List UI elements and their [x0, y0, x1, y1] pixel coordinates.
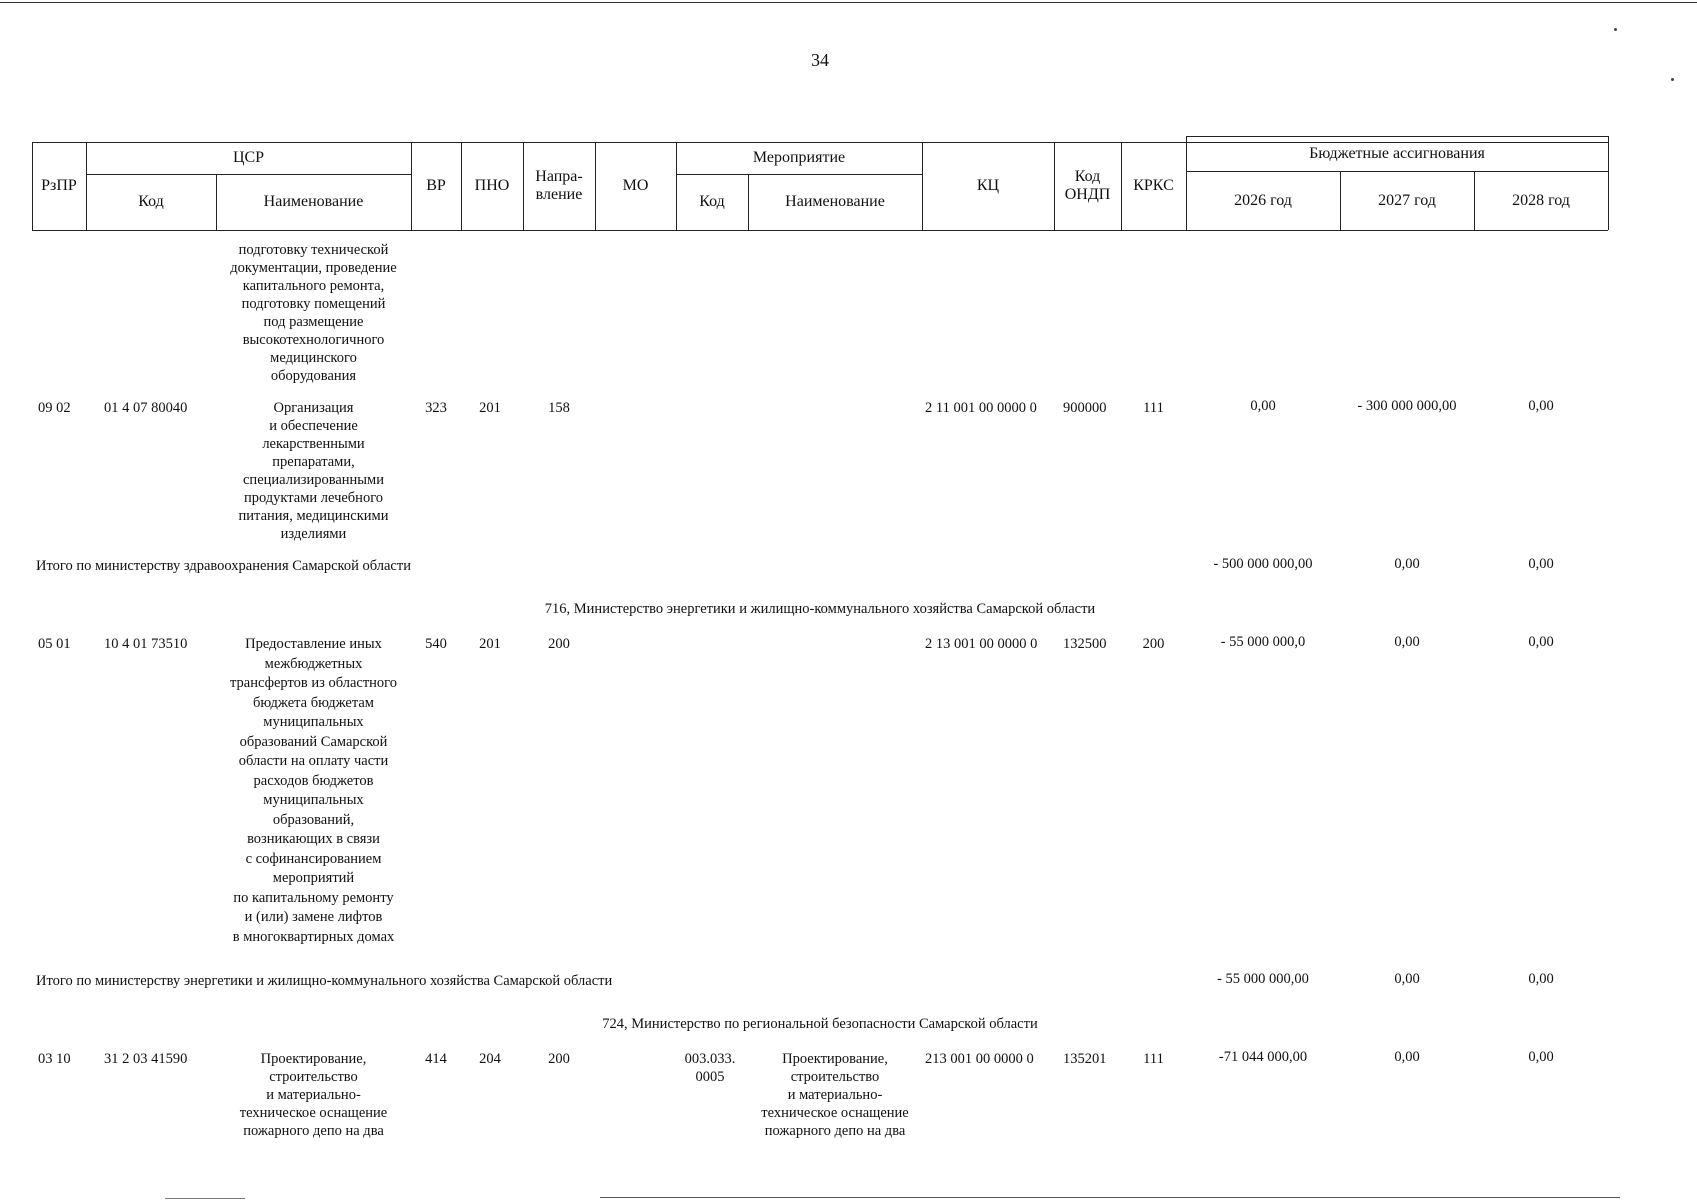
row-kc: 213 001 00 0000 0 [925, 1051, 1034, 1067]
header-2027: 2027 год [1378, 191, 1436, 209]
header-direction: Напра- вление [535, 168, 583, 203]
row-krks: 111 [1143, 400, 1164, 416]
header-krks: КРКС [1133, 177, 1174, 194]
scan-speck [1671, 78, 1674, 81]
row-krks: 111 [1143, 1051, 1164, 1067]
total-2026: - 500 000 000,00 [1213, 556, 1313, 572]
row-ondp: 132500 [1063, 636, 1107, 652]
row-direction: 200 [548, 636, 570, 652]
row-vr: 323 [425, 400, 447, 416]
row-2027: - 300 000 000,00 [1357, 398, 1457, 414]
row-2028: 0,00 [1528, 1049, 1554, 1065]
section-heading: 724, Министерство по региональной безопасности Самарской области [602, 1016, 1038, 1032]
header-2028: 2028 год [1512, 191, 1570, 209]
row-2027: 0,00 [1394, 1049, 1420, 1065]
row-pno: 204 [479, 1051, 501, 1067]
row-rzpr: 05 01 [38, 636, 71, 652]
row-name: Организация и обеспечение лекарственными препаратами, специализированными продуктами лечебного питания, медицинскими изделиями [238, 400, 389, 542]
row-2026: - 55 000 000,0 [1220, 634, 1306, 650]
total-2026: - 55 000 000,00 [1217, 971, 1309, 987]
header-event-code: Код [699, 193, 725, 210]
row-vr: 540 [425, 636, 447, 652]
row-name: Предоставление иных межбюджетных трансфертов из областного бюджета бюджетам муниципальных образований Самарской области на оплату части расходов бюджетов муниципальных образований, возникающих в связи с софинансированием мероприятий по капитальному ремонту и (или) замене лифтов в многоквартирных домах [230, 636, 397, 945]
header-rzpr: РзПР [41, 177, 77, 194]
total-2027: 0,00 [1394, 971, 1420, 987]
carryover-name: подготовку технической документации, проведение капитального ремонта, подготовку помещений под размещение высокотехнологичного медицинского оборудования [230, 242, 397, 384]
row-csr-code: 31 2 03 41590 [104, 1051, 188, 1067]
header-vr: ВР [426, 177, 446, 194]
header-ondp: Код ОНДП [1064, 168, 1111, 203]
row-rzpr: 03 10 [38, 1051, 71, 1067]
bottom-rule-fragment [165, 1198, 245, 1199]
header-event-name: Наименование [785, 193, 885, 210]
bottom-rule [600, 1197, 1620, 1198]
scan-speck [1614, 28, 1617, 31]
row-pno: 201 [479, 400, 501, 416]
row-ondp: 135201 [1063, 1051, 1107, 1067]
total-label: Итого по министерству энергетики и жилищно-коммунального хозяйства Самарской области [36, 973, 613, 989]
row-direction: 158 [548, 400, 570, 416]
row-2028: 0,00 [1528, 634, 1554, 650]
row-pno: 201 [479, 636, 501, 652]
row-event-code: 003.033. 0005 [684, 1051, 736, 1085]
row-csr-code: 10 4 01 73510 [104, 636, 188, 652]
page-number: 34 [811, 50, 829, 70]
row-vr: 414 [425, 1051, 447, 1067]
total-label: Итого по министерству здравоохранения Самарской области [36, 558, 411, 574]
row-2026: 0,00 [1250, 398, 1276, 414]
total-2028: 0,00 [1528, 556, 1554, 572]
row-ondp: 900000 [1063, 400, 1107, 416]
top-rule [0, 2, 1697, 3]
header-csr-name: Наименование [263, 193, 364, 210]
row-direction: 200 [548, 1051, 570, 1067]
header-mo: МО [622, 177, 649, 194]
header-pno: ПНО [474, 177, 510, 194]
row-2028: 0,00 [1528, 398, 1554, 414]
row-event-name: Проектирование, строительство и материально- техническое оснащение пожарного депо на два [761, 1051, 909, 1139]
total-2027: 0,00 [1394, 556, 1420, 572]
total-2028: 0,00 [1528, 971, 1554, 987]
row-kc: 2 11 001 00 0000 0 [925, 400, 1037, 416]
header-budget: Бюджетные ассигнования [1309, 144, 1485, 162]
row-krks: 200 [1142, 636, 1165, 652]
header-csr: ЦСР [232, 149, 265, 166]
header-2026: 2026 год [1234, 191, 1292, 209]
row-name: Проектирование, строительство и материально- техническое оснащение пожарного депо на два [239, 1051, 388, 1139]
header-event: Мероприятие [752, 149, 846, 166]
header-kc: КЦ [976, 177, 1000, 194]
row-kc: 2 13 001 00 0000 0 [925, 636, 1038, 652]
row-2027: 0,00 [1394, 634, 1420, 650]
row-2026: -71 044 000,00 [1218, 1049, 1308, 1065]
row-csr-code: 01 4 07 80040 [104, 400, 188, 416]
header-csr-code: Код [138, 193, 164, 210]
section-heading: 716, Министерство энергетики и жилищно-коммунального хозяйства Самарской области [544, 601, 1096, 617]
row-rzpr: 09 02 [38, 400, 71, 416]
